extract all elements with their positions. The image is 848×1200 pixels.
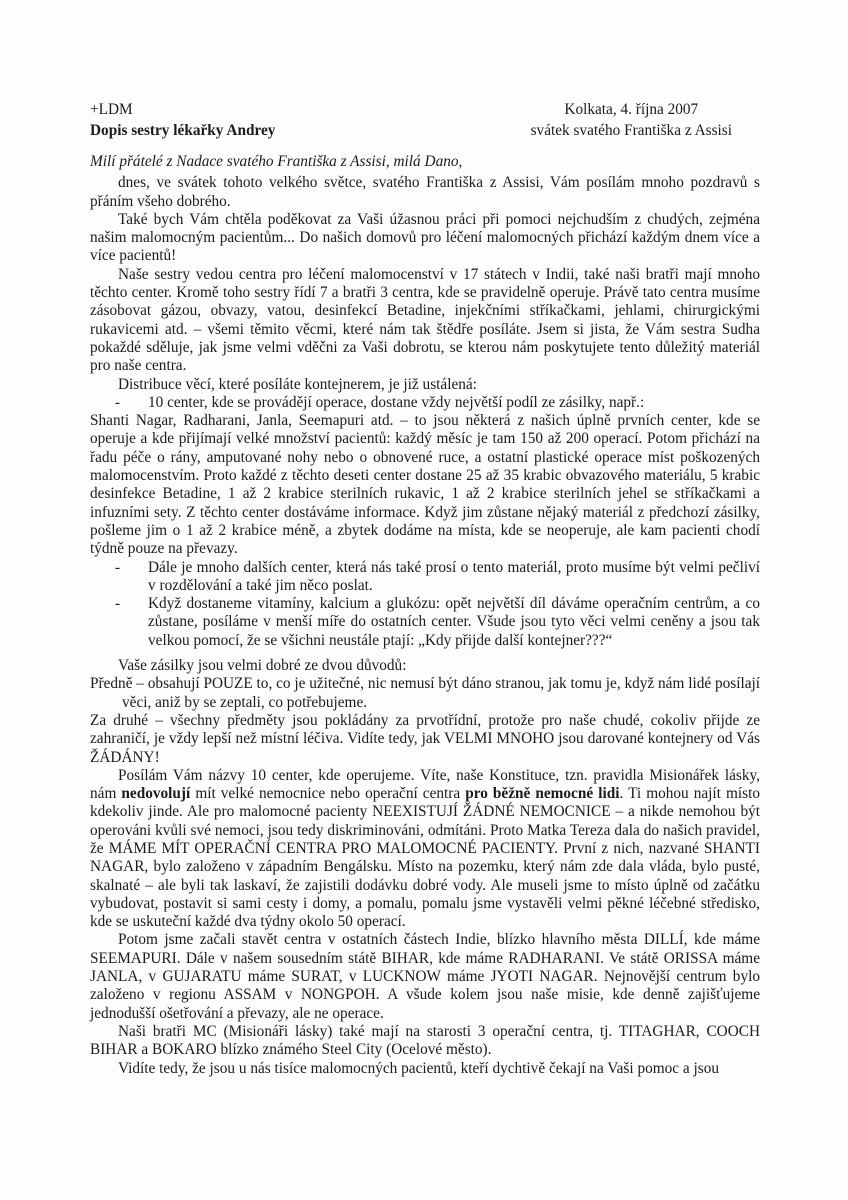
text-run: dnes, ve svátek tohoto velkého světce, svatého Františka z Assisi, Vám posílám mnoho pozdravů s přáním všeho dobrého. [90,174,760,210]
bullet-item [90,559,760,596]
text-run: 10 center, kde se provádějí operace, dostane vždy největší podíl ze zásilky, např.: [148,393,645,411]
paragraph [90,174,760,211]
text-run: Distribuce věcí, které posíláte kontejnerem, je již ustálená: [118,375,477,393]
paragraph [90,211,760,266]
emphasized-text: nedovolují [121,785,191,803]
paragraph [90,931,760,1022]
paragraph [90,266,760,376]
bullet-marker: - [115,558,121,576]
emphasized-text: pro běžně nemocné lidi [465,785,620,803]
header-code: +LDM [90,101,133,118]
paragraph [90,657,760,675]
text-run: Vaše zásilky jsou velmi dobré ze dvou důvodů: [118,657,407,675]
paragraph [90,712,760,767]
text-run: Když dostaneme vitamíny, kalcium a glukózu: opět největší díl dáváme operačním centrům, a co zůstane, posíláme v menší míře do ostatních center. Všude jsou tyto věci velmi ceněny a jsou tak velkou pomocí, že se všichni neustále ptají: „Kdy přijde další kontejner???“ [148,595,760,649]
text-run: Předně – obsahují POUZE to, co je užitečné, nic nemusí být dáno stranou, jak tomu je, když nám lidé posílají věci, aniž by se zeptali, co potřebujeme. [90,675,760,711]
text-run: Dále je mnoho dalších center, která nás také prosí o tento materiál, proto musíme být velmi pečliví v rozdělování a také jim něco poslat. [148,558,760,594]
bullet-item [90,595,760,650]
text-run: Shanti Nagar, Radharani, Janla, Seemapuri atd. – to jsou některá z našich úplně prvních center, kde se operuje a kde přijímají velké množství pacientů: každý měsíc je tam 150 až 200 operací. Potom přichází na řadu péče o rány, amputované nohy nebo o obnovené ruce, a ostatní plastické operace míst poškozených malomocenstvím. Proto každé z těchto deseti center dostane 25 až 35 krabic obvazového materiálu, 5 krabic desinfekce Betadine, 1 až 2 krabice sterilních rukavic, 1 až 2 krabice sterilních jehel se stříkačkami a infuzními sety. Z těchto center dostáváme informace. Když jim zůstane nějaký materiál z předchozí zásilky, pošleme jim o 1 až 2 krabice méně, a zbytek dodáme na místa, kde se neoperuje, ale kam pacienti chodí týdně pouze na převazy. [90,412,760,558]
header-feast: svátek svatého Františka z Assisi [530,122,732,139]
document-title: Dopis sestry lékařky Andrey [90,122,276,139]
text-run: Také bych Vám chtěla poděkovat za Vaši úžasnou práci při pomoci nejchudším z chudých, zejména našim malomocným pacientům... Do našich domovů pro léčení malomocných přichází každým dnem více a více pacientů! [90,210,760,265]
text-run: Potom jsme začali stavět centra v ostatních částech Indie, blízko hlavního města DILLÍ, kde máme SEEMAPURI. Dále v našem sousedním státě BIHAR, kde máme RADHARANI. Ve státě ORISSA máme JANLA, v GUJARATU máme SURAT, v LUCKNOW máme JYOTI NAGAR. Nejnovější centrum bylo založeno v regionu ASSAM v NONGPOH. A všude kolem jsou naše misie, kde denně zajišťujeme jednodušší ošetřování a převazy, ale ne operace. [90,931,760,1022]
paragraph [90,767,760,932]
bullet-marker: - [115,595,121,613]
header-right [531,99,732,141]
text-run: Za druhé – všechny předměty jsou pokládány za prvotřídní, protože pro naše chudé, cokoliv přijde ze zahraničí, je vždy lepší než místní léčiva. Vidíte tedy, jak VELMI MNOHO jsou darované kontejnery od Vás ŽÁDÁNY! [90,711,760,766]
letter-body [90,174,760,1078]
text-run: Posílám Vám názvy 10 center, kde operujeme. Víte, naše Konstituce, tzn. pravidla Misionářek lásky, nám [90,766,760,803]
letter-header [90,99,760,141]
text-run: mít velké nemocnice nebo operační centra [190,785,466,803]
text-run: Naši bratři MC (Misionáři lásky) také mají na starosti 3 operační centra, tj. TITAGHAR, COOCH BIHAR a BOKARO blízko známého Steel City (Ocelové město). [90,1022,760,1059]
salutation: Milí přátelé z Nadace svatého Františka z Assisi, milá Dano, [90,153,463,170]
header-left [90,99,275,141]
text-run: Vidíte tedy, že jsou u nás tisíce malomocných pacientů, kteří dychtivě čekají na Vaši pomoc a jsou [118,1059,720,1077]
paragraph [90,1060,760,1078]
paragraph [90,376,760,394]
text-run: . Ti mohou najít místo kdekoliv jinde. Ale pro malomocné pacienty NEEXISTUJÍ ŽÁDNÉ NEMOCNICE – a nikde nemohou být operováni kvůli své nemoci, jsou tedy diskriminováni, odmítáni. Proto Matka Tereza dala do našich pravidel, že MÁME MÍT OPERAČNÍ CENTRA PRO MALOMOCNÉ PACIENTY. První z nich, nazvané SHANTI NAGAR, bylo založeno v západním Bengálsku. Místo na pozemku, který nám zde dala vláda, bylo pusté, skalnaté – ale byli tak laskaví, že zajistili dodávku dobré vody. Ale museli jsme to místo úplně od začátku vybudovat, postavit si sami cesty i domy, a pomalu, pomalu jsme vystavěli velmi pěkné léčebné středisko, kde se uskuteční každé dva týdny okolo 50 operací. [90,785,760,931]
paragraph [90,1023,760,1060]
bullet-marker: - [115,393,121,411]
paragraph [90,675,760,712]
text-run: Naše sestry vedou centra pro léčení malomocenství v 17 státech v Indii, také naši bratři mají mnoho těchto center. Kromě toho sestry řídí 7 a bratři 3 centra, kde se pravidelně operuje. Právě tato centra musíme zásobovat gázou, obvazy, vatou, desinfekcí Betadine, injekčními stříkačkami, jehlami, chirurgickými rukavicemi atd. – všemi těmito věcmi, které nám tak štědře posíláte. Jsem si jista, že Vám sestra Sudha pokaždé sděluje, jak jsme velmi vděčni za Vaši dobrotu, se kterou nám poskytujete tento důležitý materiál pro naše centra. [90,265,760,375]
bullet-item [90,394,760,412]
paragraph [90,412,760,558]
header-place-date: Kolkata, 4. října 2007 [564,101,699,118]
